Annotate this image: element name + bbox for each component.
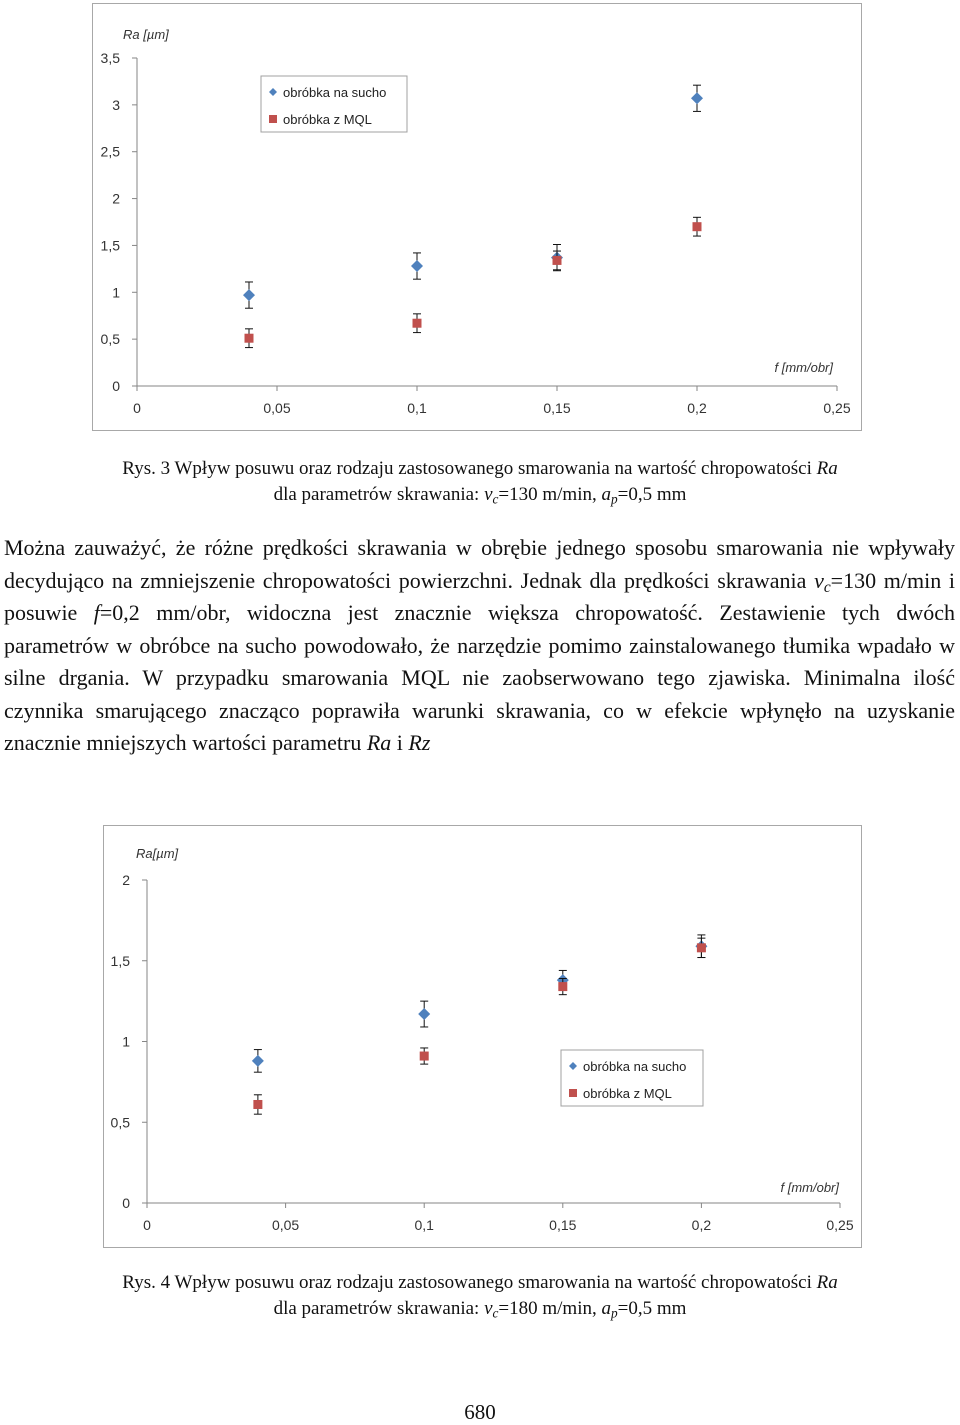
x-tick-label: 0,15: [549, 1217, 577, 1233]
figure-4-caption-line1: [0, 1270, 960, 1296]
figure-4-vc-symbol: v: [484, 1298, 493, 1319]
x-tick-label: 0,1: [407, 400, 427, 416]
chart-ra-vc130-svg: [93, 4, 861, 430]
y-tick-label: 1: [112, 284, 120, 301]
x-tick-label: 0,05: [263, 400, 291, 416]
y-tick-label: 1,5: [100, 237, 120, 254]
data-point-dry: [691, 92, 703, 104]
x-tick-label: 0,25: [823, 400, 851, 416]
x-tick-label: 0,1: [414, 1217, 434, 1233]
y-axis-title: Ra [µm]: [123, 27, 169, 42]
figure-3-vc-value: =130 m/min,: [498, 484, 602, 505]
x-tick-label: 0,05: [271, 1217, 300, 1233]
paragraph-ra-symbol: Ra: [366, 730, 392, 755]
paragraph-v-subscript: c: [823, 578, 831, 596]
paragraph-text-4: i: [391, 730, 409, 755]
y-tick-label: 2,5: [100, 143, 120, 160]
page-number: 680: [464, 1400, 496, 1424]
data-point-mql: [413, 319, 422, 328]
y-tick-label: 1,5: [110, 952, 130, 969]
y-axis-title: Ra[µm]: [136, 846, 179, 861]
y-tick-label: 3: [112, 96, 120, 113]
y-tick-label: 0,5: [110, 1114, 130, 1131]
y-tick-label: 0: [112, 378, 120, 394]
figure-4-caption: [0, 1270, 960, 1322]
data-point-mql: [420, 1052, 429, 1061]
figure-3-ap-subscript: p: [611, 491, 618, 507]
legend-label: obróbka z MQL: [583, 1086, 672, 1101]
chart-ra-vc180-svg: [104, 826, 861, 1247]
data-point-dry: [243, 289, 255, 301]
data-point-mql: [553, 256, 562, 265]
legend-label: obróbka z MQL: [283, 112, 372, 127]
y-tick-label: 0: [122, 1195, 130, 1211]
paragraph-f-symbol: f: [93, 600, 100, 625]
data-point-dry: [418, 1008, 430, 1020]
x-tick-label: 0,2: [687, 400, 707, 416]
y-tick-label: 0,5: [100, 331, 120, 348]
paragraph-rz-symbol: Rz: [408, 730, 431, 755]
data-point-dry: [411, 260, 423, 272]
x-tick-label: 0,15: [543, 400, 571, 416]
figure-3-caption: [0, 456, 960, 508]
paragraph-text-2: =130 m/min i posuwie: [4, 567, 955, 625]
data-point-mql: [697, 943, 706, 952]
figure-3-vc-subscript: c: [492, 491, 499, 507]
legend-label: obróbka na sucho: [583, 1059, 687, 1074]
figure-4-caption-text: Rys. 4 Wpływ posuwu oraz rodzaju zastosowanego smarowania na wartość chropowatości: [122, 1272, 817, 1293]
figure-3-caption-line1: [0, 456, 960, 482]
chart-ra-vc130: [92, 3, 862, 431]
figure-3-caption-line2: [0, 482, 960, 508]
figure-4-ap-symbol: a: [601, 1298, 611, 1319]
y-tick-label: 1: [122, 1033, 130, 1050]
figure-3-caption-text: Rys. 3 Wpływ posuwu oraz rodzaju zastosowanego smarowania na wartość chropowatości: [122, 458, 817, 479]
figure-3-caption-ra-symbol: Ra: [816, 458, 838, 479]
paragraph-text-1: Można zauważyć, że różne prędkości skrawania w obrębie jednego sposobu smarowania nie wpływały decydująco na zmniejszenie chropowatości powierzchni. Jednak dla prędkości skrawania: [4, 535, 955, 593]
figure-4-caption-line2: [0, 1296, 960, 1322]
body-paragraph: [4, 532, 955, 760]
figure-3-vc-symbol: v: [484, 484, 493, 505]
y-tick-label: 3,5: [100, 50, 120, 66]
figure-4-caption-params-label: dla parametrów skrawania:: [273, 1298, 485, 1319]
data-point-mql: [693, 222, 702, 231]
x-tick-label: 0,2: [691, 1217, 712, 1233]
figure-4-ap-subscript: p: [611, 1305, 618, 1321]
figure-3-caption-params-label: dla parametrów skrawania:: [273, 484, 485, 505]
y-tick-label: 2: [122, 872, 130, 888]
x-tick-label: 0: [133, 400, 141, 416]
x-tick-label: 0: [143, 1217, 151, 1233]
figure-4-vc-value: =180 m/min,: [498, 1298, 602, 1319]
figure-4-ap-value: =0,5 mm: [617, 1298, 687, 1319]
legend-marker-mql: [269, 115, 277, 123]
chart-ra-vc180: [103, 825, 862, 1248]
x-axis-title: f [mm/obr]: [774, 360, 833, 375]
legend-marker-mql: [569, 1089, 577, 1097]
figure-3-ap-value: =0,5 mm: [617, 484, 687, 505]
figure-4-caption-ra-symbol: Ra: [816, 1272, 838, 1293]
paragraph-v-symbol: v: [814, 567, 824, 593]
data-point-mql: [253, 1100, 262, 1109]
figure-4-vc-subscript: c: [492, 1305, 499, 1321]
data-point-mql: [558, 982, 567, 991]
y-tick-label: 2: [112, 190, 120, 207]
data-point-mql: [245, 334, 254, 343]
paragraph-text-3: =0,2 mm/obr, widoczna jest znacznie większa chropowatość. Zestawienie tych dwóch parametrów w obróbce na sucho powodowało, że narzędzie pomimo zainstalowanego tłumika wpadało w silne drgania. W przypadku smarowania MQL nie zaobserwowano tego zjawiska. Minimalna ilość czynnika smarującego znacząco poprawiła warunki skrawania, co w efekcie wpłynęło na uzyskanie znacznie mniejszych wartości parametru: [4, 600, 955, 755]
x-tick-label: 0,25: [826, 1217, 854, 1233]
data-point-dry: [252, 1055, 264, 1067]
legend-label: obróbka na sucho: [283, 85, 387, 100]
figure-3-ap-symbol: a: [601, 484, 611, 505]
x-axis-title: f [mm/obr]: [780, 1180, 839, 1195]
